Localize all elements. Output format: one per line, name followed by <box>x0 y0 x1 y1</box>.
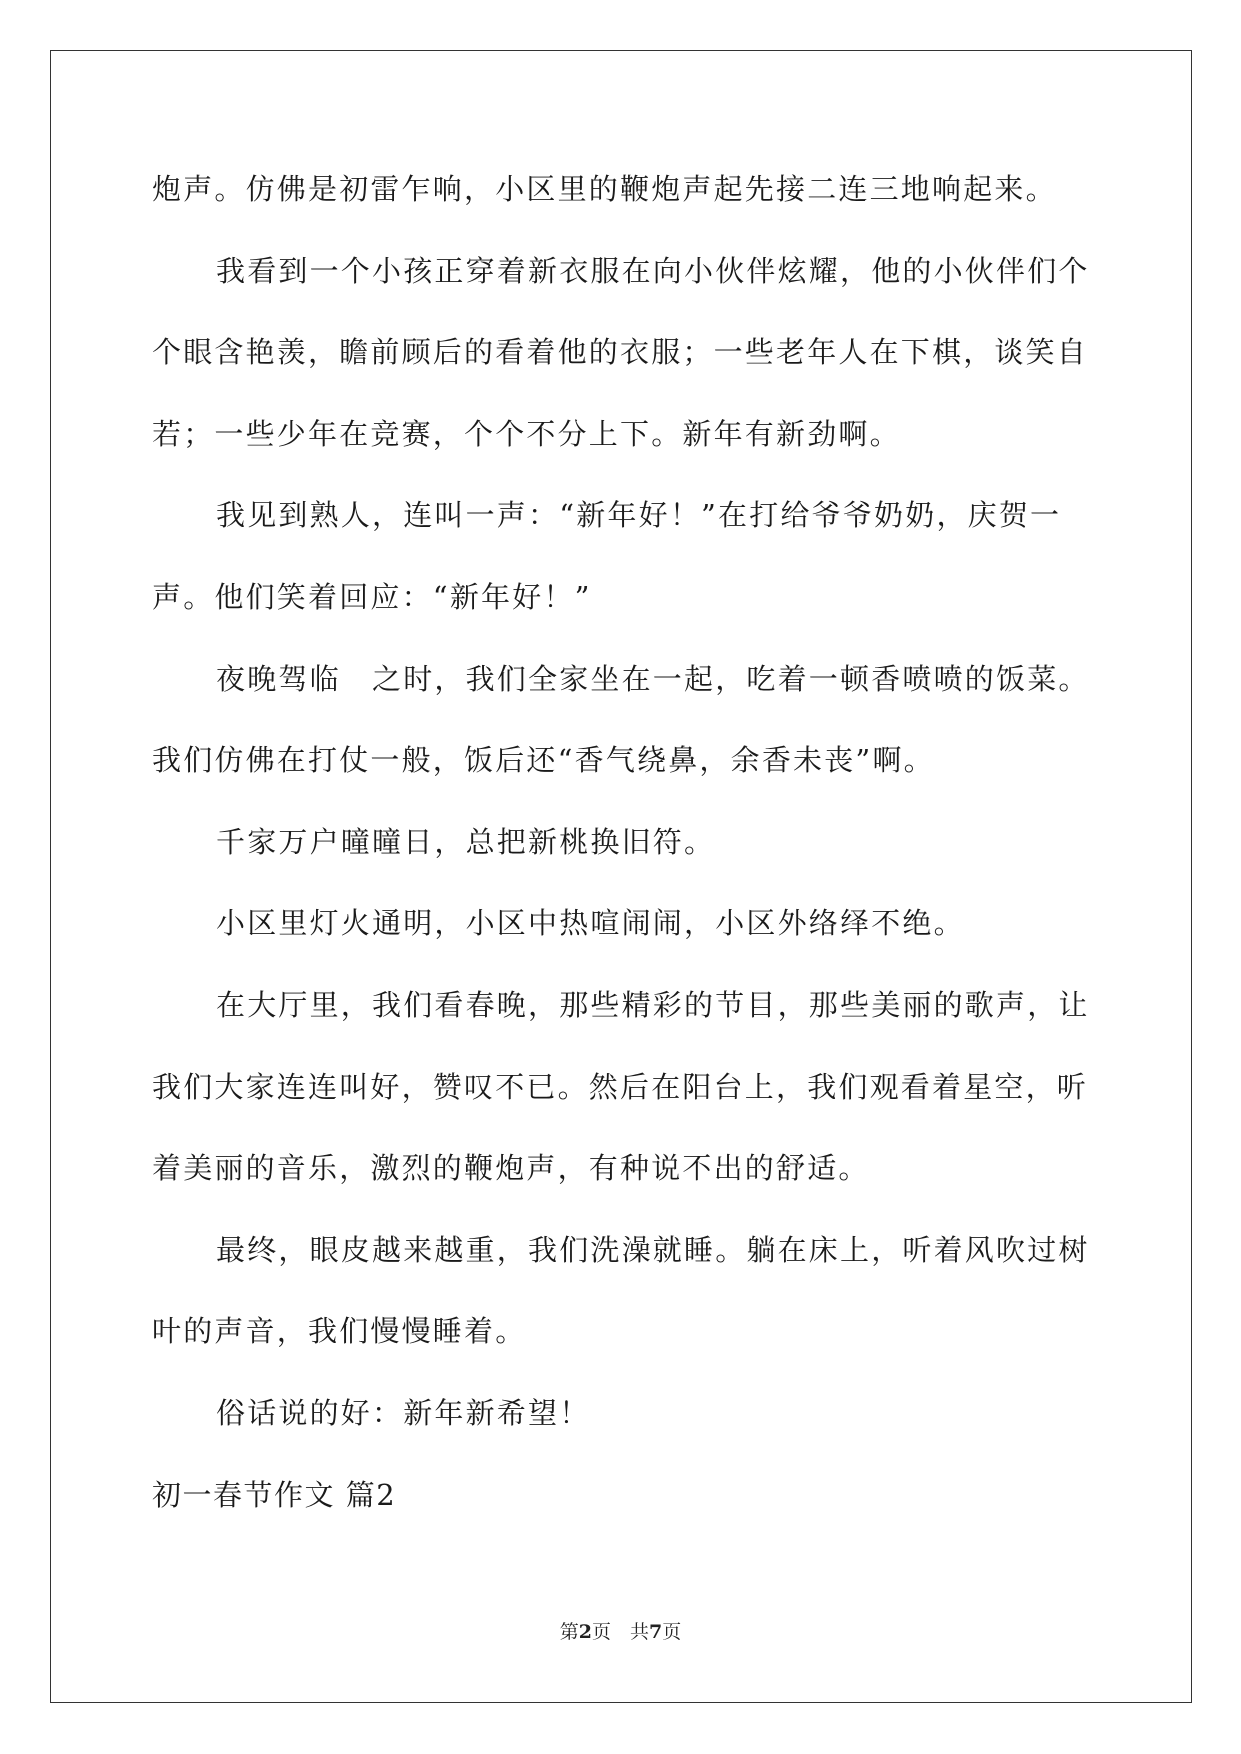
text-line: 俗话说的好：新年新希望！ <box>216 1395 591 1430</box>
text-line: 我见到熟人，连叫一声：“新年好！”在打给爷爷奶奶，庆贺一 <box>216 498 1062 533</box>
page-footer <box>0 1617 1241 1644</box>
text-line: 若；一些少年在竞赛，个个不分上下。新年有新劲啊。 <box>152 416 901 451</box>
text-line: 我们大家连连叫好，赞叹不已。然后在阳台上，我们观看着星空，听 <box>152 1069 1089 1104</box>
total-page-number: 7 <box>649 1621 663 1643</box>
current-page-number: 2 <box>578 1621 592 1643</box>
text-line: 千家万户曈曈日，总把新桃换旧符。 <box>216 824 716 859</box>
page-prefix: 第 <box>559 1621 579 1643</box>
text-line: 声。他们笑着回应：“新年好！” <box>152 579 592 614</box>
text-line: 夜晚驾临 之时，我们全家坐在一起，吃着一顿香喷喷的饭菜。 <box>216 661 1090 696</box>
text-line: 叶的声音，我们慢慢睡着。 <box>152 1314 527 1349</box>
text-line: 最终，眼皮越来越重，我们洗澡就睡。躺在床上，听着风吹过树 <box>216 1232 1090 1267</box>
text-line: 我们仿佛在打仗一般，饭后还“香气绕鼻，余香未丧”啊。 <box>152 743 935 778</box>
section-heading: 初一春节作文 篇2 <box>152 1477 397 1512</box>
text-line: 着美丽的音乐，激烈的鞭炮声，有种说不出的舒适。 <box>152 1151 870 1186</box>
page-suffix: 页 <box>662 1621 682 1643</box>
text-line: 个眼含艳羡，瞻前顾后的看着他的衣服；一些老年人在下棋，谈笑自 <box>152 335 1089 370</box>
document-body <box>152 162 1090 1549</box>
page-separator: 页 共 <box>591 1621 649 1643</box>
text-line: 炮声。仿佛是初雷乍响，小区里的鞭炮声起先接二连三地响起来。 <box>152 172 1057 206</box>
text-line: 我看到一个小孩正穿着新衣服在向小伙伴炫耀，他的小伙伴们个 <box>216 253 1090 288</box>
text-line: 在大厅里，我们看春晚，那些精彩的节目，那些美丽的歌声，让 <box>216 987 1090 1022</box>
text-line: 小区里灯火通明，小区中热喧闹闹，小区外络绎不绝。 <box>216 906 965 941</box>
